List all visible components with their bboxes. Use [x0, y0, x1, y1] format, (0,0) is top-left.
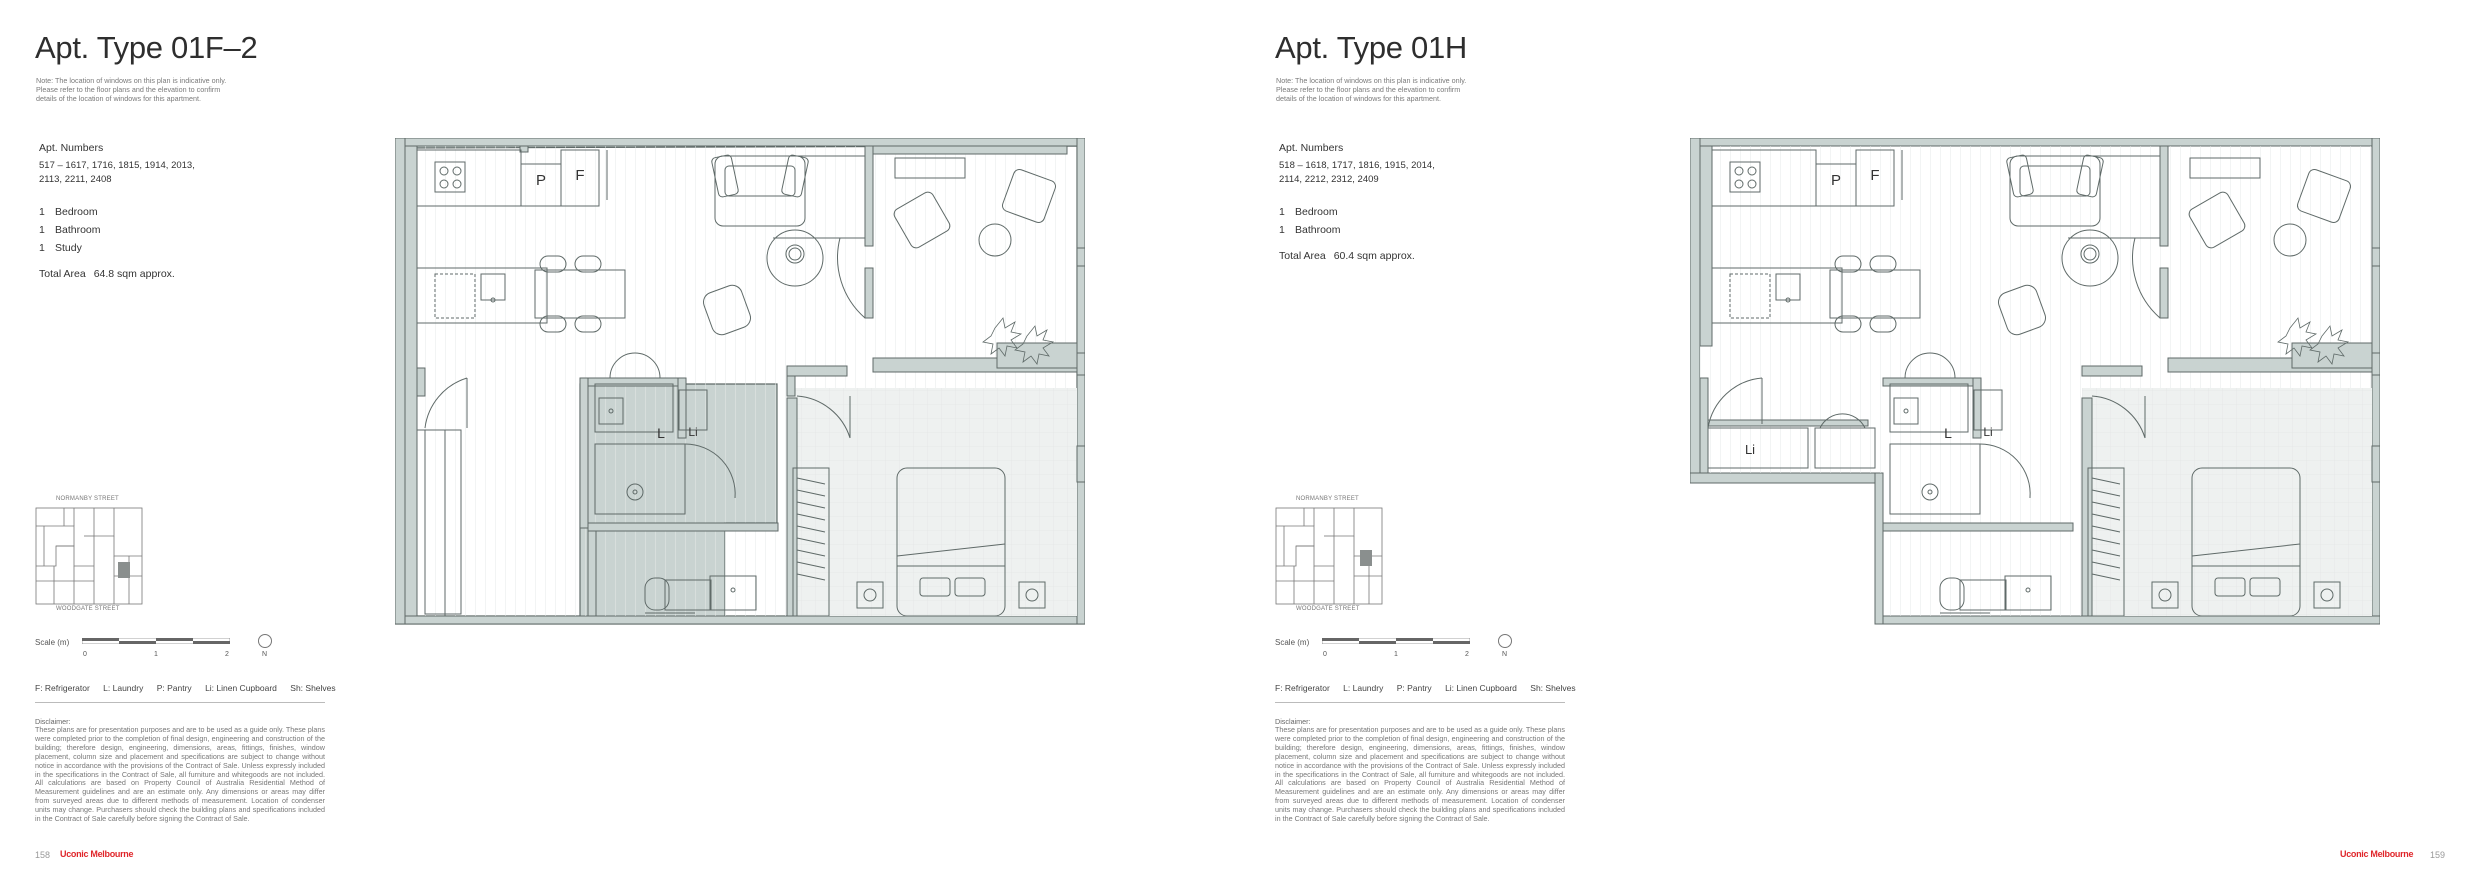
room-bedroom: 1 Bedroom — [39, 206, 98, 218]
window-note: Note: The location of windows on this plan is indicative only. Please refer to the floor plans and the elevation to confirm details of the location of windows for this apartment. — [1276, 76, 1467, 103]
scale-bar — [82, 638, 230, 644]
north-arrow-icon — [258, 634, 272, 648]
room-bathroom: 1 Bathroom — [39, 224, 101, 236]
disclaimer-title: Disclaimer: — [35, 717, 71, 726]
disclaimer-text: These plans are for presentation purposes and are to be used as a guide only. These plans were completed prior to the completion of final design, engineering and construction of the building; therefore design, engineering, dimensions, areas, fittings, finishes, window placement, column size and placement and specifications are subject to change without notice in accordance with the provisions of the Contract of Sale. Unless expressly included in the specifications in the Contract of Sale, all furniture and whitegoods are not included. All calculations are based on Property Council of Australia Residential Method of Measurement guidelines and are an estimate only. Any dimensions or areas may differ from surveyed areas due to different methods of measurement. Location of condenser units may change. Purchasers should check the building plans and specifications included in the Contract of Sale carefully before signing the Contract of Sale. — [35, 725, 325, 824]
page-number: 158 — [35, 850, 51, 860]
apt-numbers-label: Apt. Numbers — [1279, 142, 1344, 154]
legend-item: Sh: Shelves — [290, 683, 336, 693]
scale-label: Scale (m) — [1275, 638, 1310, 647]
apt-numbers: 518 – 1618, 1717, 1816, 1915, 2014, 2114, 2212, 2312, 2409 — [1279, 160, 1435, 185]
room-study: 1 Study — [39, 242, 82, 254]
fridge-label: F — [1870, 167, 1880, 184]
disclaimer-title: Disclaimer: — [1275, 717, 1311, 726]
pantry-label: P — [1830, 172, 1842, 189]
scale-tick-0: 0 — [83, 651, 87, 658]
floor-plan-01f2 — [395, 138, 1085, 628]
room-bedroom: 1 Bedroom — [1279, 206, 1338, 218]
scale-tick-0: 0 — [1323, 651, 1327, 658]
total-area: Total Area 60.4 sqm approx. — [1279, 250, 1415, 262]
scale-label: Scale (m) — [35, 638, 70, 647]
room-list — [39, 203, 101, 257]
scale-tick-2: 2 — [225, 651, 229, 658]
street-label-top: NORMANBY STREET — [56, 496, 119, 502]
scale-tick-2: 2 — [1465, 651, 1469, 658]
laundry-label: L — [657, 425, 665, 441]
divider — [35, 702, 325, 703]
apt-numbers-label: Apt. Numbers — [39, 142, 104, 154]
site-key-plan — [1274, 496, 1386, 614]
divider — [1275, 702, 1565, 703]
page-title: Apt. Type 01F–2 — [35, 30, 258, 65]
site-key-plan — [34, 496, 146, 614]
north-label: N — [1502, 651, 1508, 658]
brand-logo: Uconic Melbourne — [2340, 849, 2414, 859]
legend — [35, 683, 347, 693]
scale-tick-1: 1 — [1394, 651, 1398, 658]
floor-plan-01h — [1690, 138, 2380, 628]
page-title: Apt. Type 01H — [1275, 30, 1467, 65]
key-plan-drawing — [34, 496, 146, 614]
fridge-label: F — [575, 167, 585, 184]
linen-label-2: Li — [1983, 425, 1993, 439]
room-bathroom: 1 Bathroom — [1279, 224, 1341, 236]
linen-label: Li — [688, 425, 698, 439]
legend-item: Li: Linen Cupboard — [205, 683, 277, 693]
brand-logo: Uconic Melbourne — [60, 849, 134, 859]
street-label-bottom: WOODGATE STREET — [56, 606, 120, 612]
window-note: Note: The location of windows on this plan is indicative only. Please refer to the floor plans and the elevation to confirm details of the location of windows for this apartment. — [36, 76, 227, 103]
pantry-label: P — [535, 172, 547, 189]
apt-numbers: 517 – 1617, 1716, 1815, 1914, 2013, 2113, 2211, 2408 — [39, 160, 195, 185]
north-arrow-icon — [1498, 634, 1512, 648]
legend-item: L: Laundry — [1343, 683, 1384, 693]
page-right — [1240, 0, 2480, 877]
disclaimer-text: These plans are for presentation purposes and are to be used as a guide only. These plans were completed prior to the completion of final design, engineering and construction of the building; therefore design, engineering, dimensions, areas, fittings, finishes, window placement, column size and placement and specifications are subject to change without notice in accordance with the provisions of the Contract of Sale. Unless expressly included in the specifications in the Contract of Sale, all furniture and whitegoods are not included. All calculations are based on Property Council of Australia Residential Method of Measurement guidelines and are an estimate only. Any dimensions or areas may differ from surveyed areas due to different methods of measurement. Location of condenser units may change. Purchasers should check the building plans and specifications included in the Contract of Sale carefully before signing the Contract of Sale. — [1275, 725, 1565, 824]
page-number: 159 — [2430, 850, 2446, 860]
legend-item: P: Pantry — [1396, 683, 1432, 693]
legend-item: F: Refrigerator — [1275, 683, 1330, 693]
total-area: Total Area 64.8 sqm approx. — [39, 268, 175, 280]
legend — [1275, 683, 1587, 693]
legend-item: F: Refrigerator — [35, 683, 90, 693]
legend-item: Li: Linen Cupboard — [1445, 683, 1517, 693]
scale-tick-1: 1 — [154, 651, 158, 658]
north-label: N — [262, 651, 268, 658]
street-label-top: NORMANBY STREET — [1296, 496, 1359, 502]
street-label-bottom: WOODGATE STREET — [1296, 606, 1360, 612]
laundry-label: L — [1944, 425, 1952, 441]
scale-bar — [1322, 638, 1470, 644]
linen-label: Li — [1744, 442, 1756, 457]
legend-item: P: Pantry — [156, 683, 192, 693]
legend-item: L: Laundry — [103, 683, 144, 693]
room-list — [1279, 203, 1341, 239]
key-plan-drawing — [1274, 496, 1386, 614]
legend-item: Sh: Shelves — [1530, 683, 1576, 693]
